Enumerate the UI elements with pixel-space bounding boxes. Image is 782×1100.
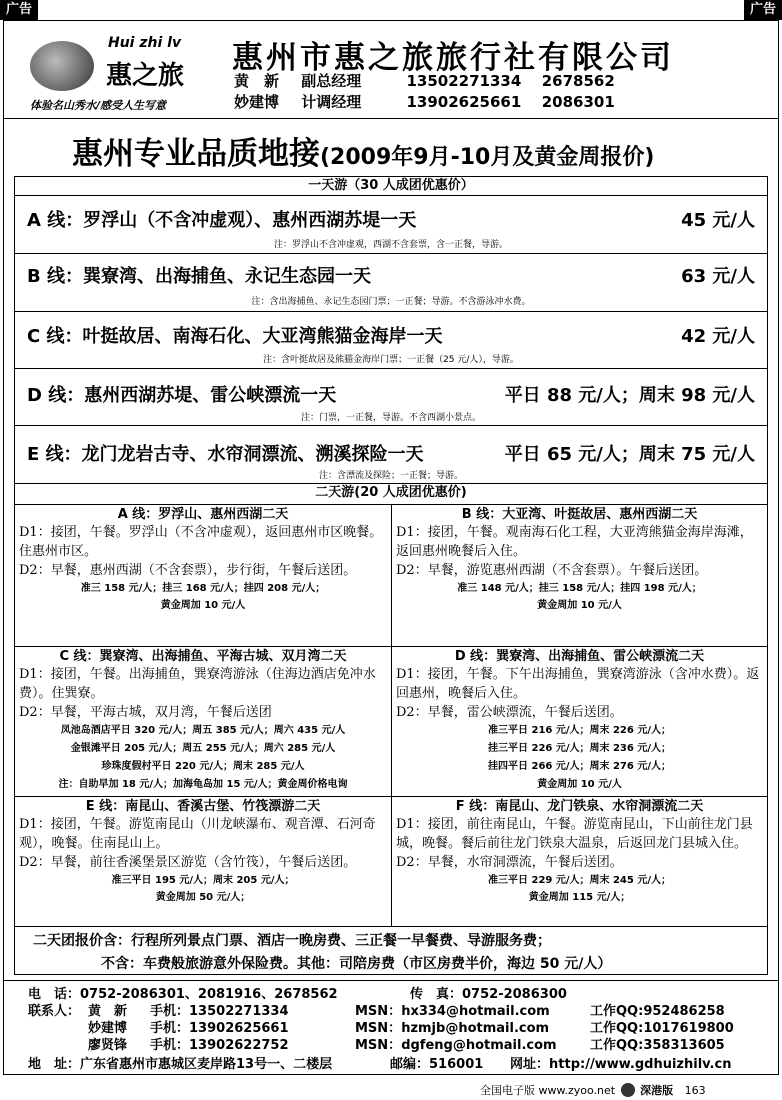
one-day-header: 一天游（30 人成团优惠价） — [14, 176, 768, 196]
contact-msn-2: MSN：hzmjb@hotmail.com — [355, 1021, 550, 1036]
header-divider — [3, 118, 779, 119]
ad-tag-right: 广告 — [744, 0, 782, 20]
contact-line-2: 妙建博 计调经理 13902625661 2086301 — [234, 93, 615, 111]
contact-msn-3: MSN：dgfeng@hotmail.com — [355, 1038, 557, 1053]
one-day-route-e: E 线：龙门龙岩古寺、水帘洞漂流、溯溪探险一天 平日 65 元/人；周末 75 元/人 注：含漂流及探险；一正餐；导游。 — [14, 426, 768, 484]
ad-tag-left: 广告 — [0, 0, 38, 20]
two-day-route-c: C 线：巽寮湾、出海捕鱼、平海古城、双月湾二天 D1：接团，午餐。出海捕鱼，巽寮湾游泳（住海边酒店免冲水费）。住巽寮。 D2：早餐，平海古城，双月湾，午餐后送团 凤池岛酒店平日 320 元/人；周五 385 元/人；周六 435 元/人 金银滩平日 205 元/人；周五 255 元/人；周六 285 元/人 珍珠度假村平日 220 元/人；周末 285 元/人 注：自助早加 18 元/人；加海龟岛加 15 元/人；黄金周价格电询 — [14, 647, 392, 797]
footer-divider — [3, 980, 779, 981]
footer-address: 地 址：广东省惠州市惠城区麦岸路13号一、二楼层 — [28, 1057, 333, 1072]
contact-person-2: 妙建博 手机：13902625661 — [88, 1021, 289, 1036]
one-day-route-c: C 线：叶挺故居、南海石化、大亚湾熊猫金海岸一天 42 元/人 注：含叶挺故居及熊猫金海岸门票；一正餐（25 元/人），导游。 — [14, 312, 768, 369]
inclusions-box — [14, 927, 768, 975]
one-day-route-d: D 线：惠州西湖苏堤、雷公峡漂流一天 平日 88 元/人；周末 98 元/人 注：门票，一正餐，导游。不含西湖小景点。 — [14, 369, 768, 426]
logo-chinese: 惠之旅 — [106, 61, 185, 91]
two-day-route-f: F 线：南昆山、龙门铁泉、水帘洞漂流二天 D1：接团，前往南昆山，午餐。游览南昆山，下山前往龙门县城，晚餐。餐后前往龙门铁泉大温泉，后返回龙门县城入住。 D2：早餐，水帘洞漂流，午餐后送团。 准三平日 229 元/人；周末 245 元/人； 黄金周加 115 元/人； — [391, 797, 768, 927]
mountain-logo-icon — [30, 41, 94, 91]
logo-slogan: 体验名山秀水/感受人生写意 — [30, 99, 167, 112]
bottom-bar: 全国电子版 www.zyoo.net 深港版 163 — [480, 1084, 706, 1097]
contact-qq-2: 工作QQ:1017619800 — [590, 1021, 734, 1036]
contact-msn-1: MSN：hx334@hotmail.com — [355, 1004, 550, 1019]
publication-logo-icon — [621, 1083, 635, 1097]
two-day-route-b: B 线：大亚湾、叶挺故居、惠州西湖二天 D1：接团，午餐。观南海石化工程，大亚湾熊猫金海岸海滩，返回惠州晚餐后入住。 D2：早餐，游览惠州西湖（不含套票）。午餐后送团。 准三 148 元/人；挂三 158 元/人；挂四 198 元/人； 黄金周加 10 元/人 — [391, 505, 768, 647]
one-day-route-a: A 线：罗浮山（不含冲虚观）、惠州西湖苏堤一天 45 元/人 注：罗浮山不含冲虚观，西湖不含套票，含一正餐，导游。 — [14, 196, 768, 254]
excludes-text: 不含：车费般旅游意外保险费。其他：司陪房费（市区房费半价，海边 50 元/人） — [101, 956, 612, 972]
page-title: 惠州专业品质地接(2009年9月-10月及黄金周报价) — [72, 136, 655, 172]
footer-zip: 邮编：516001 — [390, 1057, 484, 1072]
contact-person-3: 廖贤锋 手机：13902622752 — [88, 1038, 289, 1053]
contact-qq-1: 工作QQ:952486258 — [590, 1004, 725, 1019]
two-day-route-a: A 线：罗浮山、惠州西湖二天 D1：接团，午餐。罗浮山（不含冲虚观），返回惠州市区晚餐。住惠州市区。 D2：早餐，惠州西湖（不含套票），步行街，午餐后送团。 准三 158 元/人；挂三 168 元/人；挂四 208 元/人； 黄金周加 10 元/人 — [14, 505, 392, 647]
logo-english: Hui zhi lv — [108, 35, 182, 51]
contact-person-1: 黄 新 手机：13502271334 — [88, 1004, 289, 1019]
two-day-route-e: E 线：南昆山、香溪古堡、竹筏漂游二天 D1：接团，午餐。游览南昆山（川龙峡瀑布、观音潭、石河奇观），晚餐。住南昆山上。 D2：早餐，前往香溪堡景区游览（含竹筏），午餐后送团。 准三平日 195 元/人；周末 205 元/人； 黄金周加 50 元/人； — [14, 797, 392, 927]
two-day-route-d: D 线：巽寮湾、出海捕鱼、雷公峡漂流二天 D1：接团，午餐。下午出海捕鱼，巽寮湾游泳（含冲水费）。返回惠州，晚餐后入住。 D2：早餐，雷公峡漂流，午餐后送团。 准三平日 216 元/人；周末 226 元/人； 挂三平日 226 元/人；周末 236 元/人； 挂四平日 266 元/人；周末 276 元/人； 黄金周加 10 元/人 — [391, 647, 768, 797]
footer-website: 网址：http://www.gdhuizhilv.cn — [510, 1057, 732, 1072]
includes-text: 二天团报价含：行程所列景点门票、酒店一晚房费、三正餐一早餐费、导游服务费； — [33, 933, 551, 949]
footer-phone: 电 话：0752-2086301、2081916、2678562 — [28, 987, 338, 1002]
logo — [22, 33, 212, 111]
contact-label: 联系人： — [28, 1004, 81, 1019]
two-day-header: 二天游(20 人成团优惠价) — [14, 484, 768, 505]
footer-fax: 传 真：0752-2086300 — [410, 987, 567, 1002]
company-name: 惠州市惠之旅旅行社有限公司 — [232, 40, 674, 76]
one-day-route-b: B 线：巽寮湾、出海捕鱼、永记生态园一天 63 元/人 注：含出海捕鱼、永记生态园门票；一正餐；导游。不含游泳冲水费。 — [14, 254, 768, 312]
contact-line-1: 黄 新 副总经理 13502271334 2678562 — [234, 72, 615, 90]
contact-qq-3: 工作QQ:358313605 — [590, 1038, 725, 1053]
